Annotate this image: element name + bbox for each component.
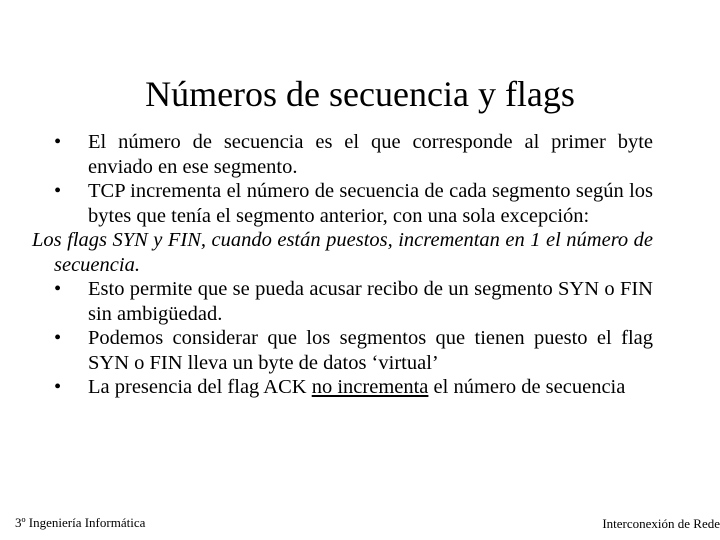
bullet-icon: • [54,278,62,300]
bullet-text: El número de secuencia es el que corresponde al primer byte enviado en ese segmento. [88,131,653,178]
bullet-text: Esto permite que se pueda acusar recibo de un segmento SYN o FIN sin ambigüedad. [88,278,653,325]
bullet-item [54,375,653,400]
bullet-icon: • [54,376,62,398]
bullet-icon: • [54,180,62,202]
footer-subject: Interconexión de Rede [602,516,720,531]
bullet-text-before: La presencia del flag ACK [88,376,312,398]
bullet-item [54,326,653,375]
bullet-text-after: el número de secuencia [428,376,626,398]
bullet-icon: • [54,327,62,349]
bullet-item [54,130,653,179]
slide-title: Números de secuencia y flags [145,74,575,114]
bullet-item [54,277,653,326]
exception-note [32,228,653,277]
footer-course: 3º Ingeniería Informática [15,515,146,530]
bullet-list [32,130,653,400]
bullet-icon: • [54,131,62,153]
bullet-item [54,179,653,228]
bullet-text: TCP incrementa el número de secuencia de cada segmento según los bytes que tenía el segmento anterior, con una sola excepción: [88,180,653,227]
bullet-text: Podemos considerar que los segmentos que tienen puesto el flag SYN o FIN lleva un byte de datos ‘virtual’ [88,327,653,374]
exception-note-text: Los flags SYN y FIN, cuando están puestos, incrementan en 1 el número de secuencia. [32,229,653,276]
underlined-phrase: no incrementa [311,376,429,398]
